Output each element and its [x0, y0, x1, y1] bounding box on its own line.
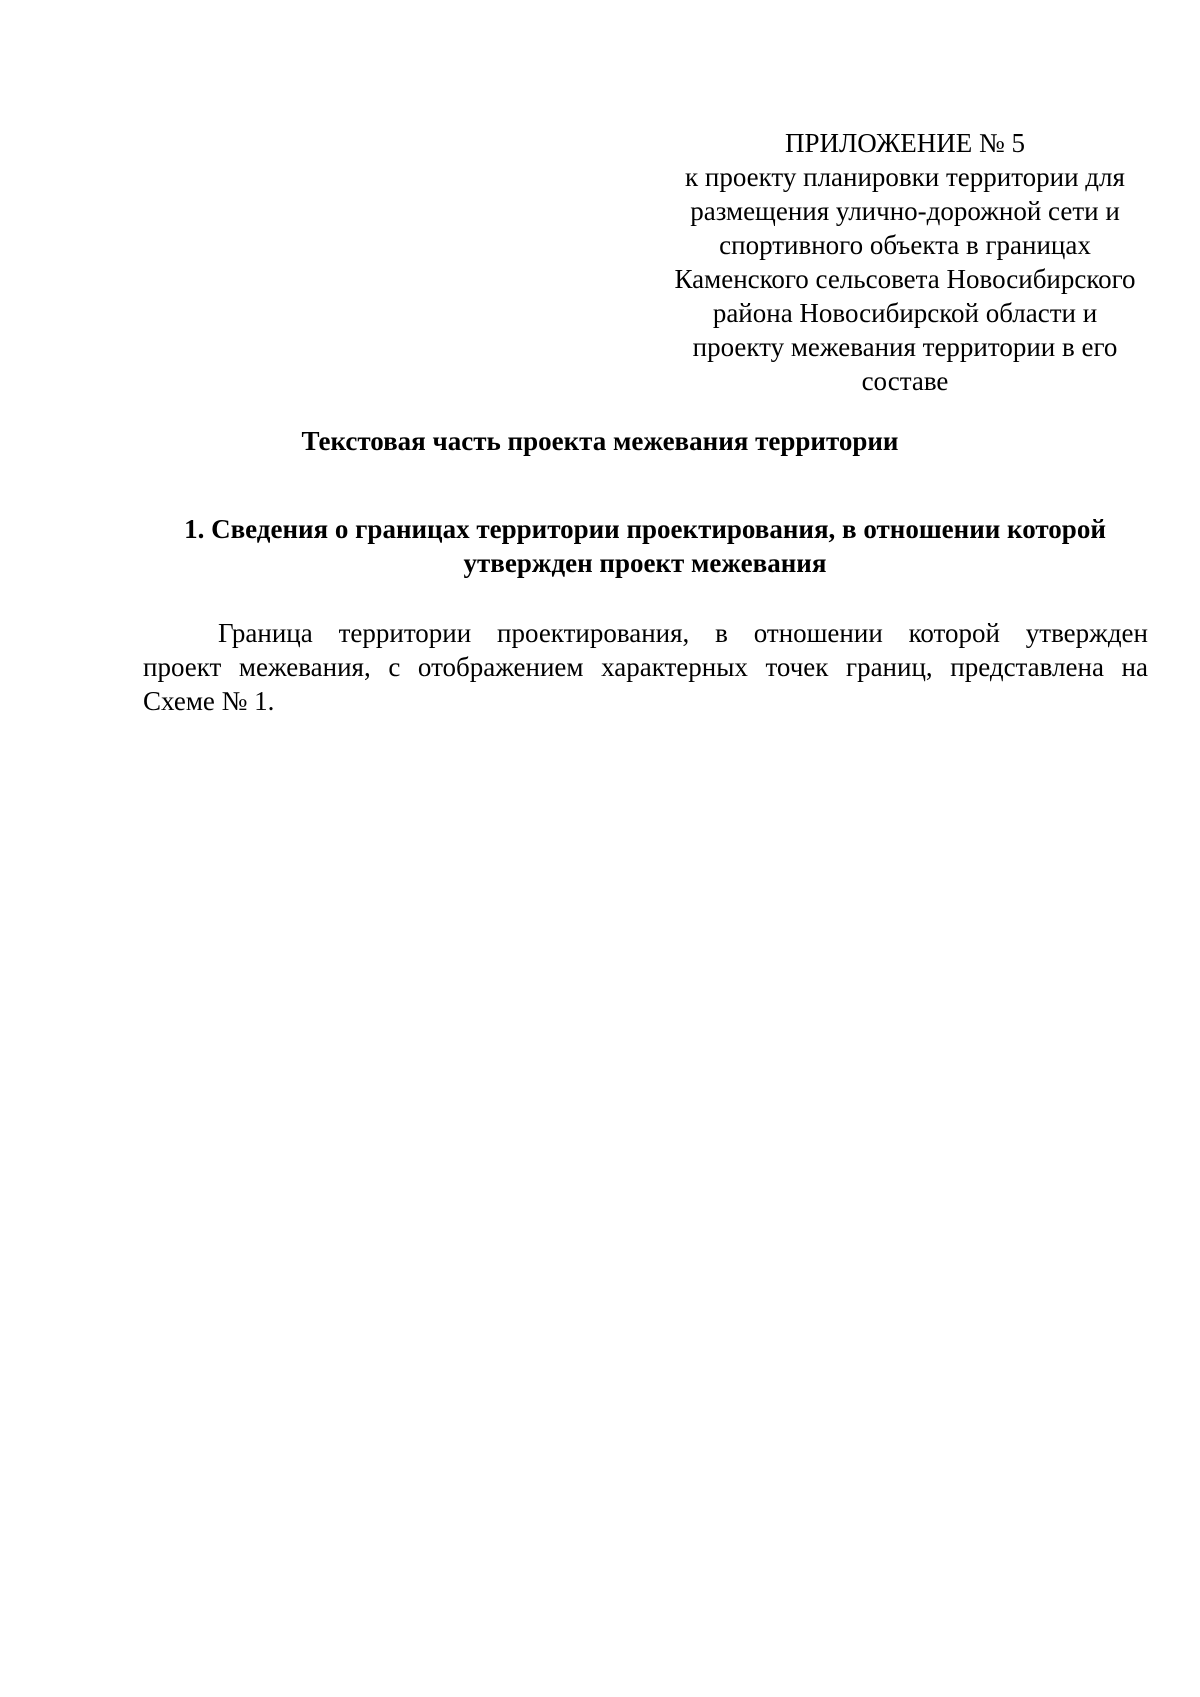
appendix-number: ПРИЛОЖЕНИЕ № 5 — [784, 128, 1026, 158]
section-heading-line: утвержден проект межевания — [463, 548, 827, 578]
appendix-line: составе — [861, 366, 949, 396]
paragraph-line: Схеме № 1. — [143, 686, 275, 716]
appendix-line: к проекту планировки территории для — [685, 162, 1125, 192]
appendix-line: района Новосибирской области и — [712, 298, 1098, 328]
paragraph-line: Граница территории проектирования, в отношении которой утвержден — [218, 618, 1148, 648]
appendix-line: Каменского сельсовета Новосибирского — [674, 264, 1136, 294]
section-heading — [140, 512, 1150, 580]
body-paragraph — [143, 616, 1148, 718]
section-heading-line: 1. Сведения о границах территории проектирования, в отношении которой — [184, 514, 1106, 544]
appendix-line: размещения улично-дорожной сети и — [690, 196, 1120, 226]
appendix-line: спортивного объекта в границах — [719, 230, 1091, 260]
document-title: Текстовая часть проекта межевания территории — [301, 426, 899, 456]
appendix-header — [655, 126, 1155, 398]
appendix-line: проекту межевания территории в его — [692, 332, 1118, 362]
paragraph-line: проект межевания, с отображением характерных точек границ, представлена на — [143, 652, 1148, 682]
